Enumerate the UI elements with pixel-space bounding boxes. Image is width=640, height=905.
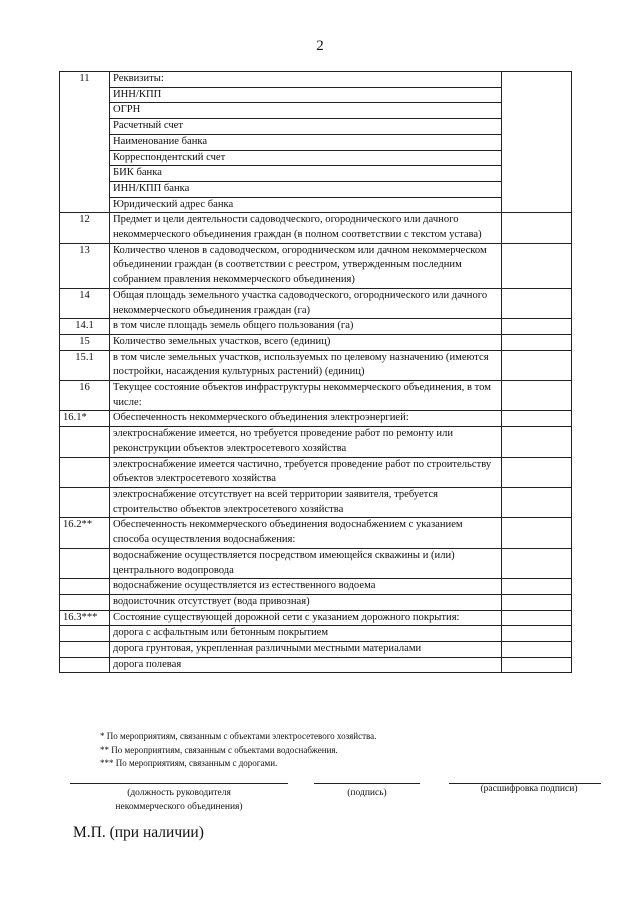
water-option: водоисточник отсутствует (вода привозная): [110, 594, 502, 610]
position-caption: [70, 786, 288, 814]
row-number: 16.3***: [60, 610, 110, 626]
value-cell: [502, 350, 572, 380]
requisite-item: ИНН/КПП банка: [110, 181, 502, 197]
water-option: водоснабжение осуществляется посредством имеющейся скважины и (или) центрального водопровода: [110, 548, 502, 578]
value-cell: [502, 610, 572, 626]
requisite-item: Наименование банка: [110, 134, 502, 150]
row-number: 16.1*: [60, 411, 110, 427]
water-option: водоснабжение осуществляется из естественного водоема: [110, 579, 502, 595]
table-row: [60, 642, 572, 658]
value-cell: [502, 243, 572, 288]
table-row: [60, 579, 572, 595]
row-number-empty: [60, 548, 110, 578]
value-cell: [502, 657, 572, 673]
position-caption-line1: (должность руководителя: [127, 788, 231, 798]
requisite-item: Расчетный счет: [110, 119, 502, 135]
table-row-14: [60, 288, 572, 318]
position-signature-line: [70, 783, 288, 784]
value-cell: [502, 334, 572, 350]
application-form-table: [59, 71, 572, 673]
row-number: 12: [60, 213, 110, 243]
footnote-water: ** По мероприятиям, связанным с объектами водоснабжения.: [100, 744, 338, 755]
row-number-empty: [60, 642, 110, 658]
electricity-option: электроснабжение отсутствует на всей территории заявителя, требуется строительство объектов электросетевого хозяйства: [110, 487, 502, 517]
value-cell: [502, 381, 572, 411]
decoding-caption: (расшифровка подписи): [480, 784, 578, 794]
footnote-roads: *** По мероприятиям, связанным с дорогами.: [100, 758, 278, 768]
footnotes: [100, 730, 376, 771]
table-row-16: [60, 381, 572, 411]
table-row: [60, 457, 572, 487]
requisites-title: Реквизиты:: [110, 72, 502, 88]
value-cell: [502, 213, 572, 243]
value-cell: [502, 457, 572, 487]
table-row-14-1: [60, 319, 572, 335]
table-row-16-3-title: [60, 610, 572, 626]
row-number: 16.2**: [60, 518, 110, 548]
table-row: [60, 427, 572, 457]
road-option: дорога с асфальтным или бетонным покрытием: [110, 626, 502, 642]
value-cell: [502, 548, 572, 578]
value-cell: [502, 642, 572, 658]
row-number-empty: [60, 427, 110, 457]
signature-caption: (подпись): [347, 788, 387, 798]
row-number-empty: [60, 594, 110, 610]
requisite-item: ИНН/КПП: [110, 87, 502, 103]
table-row-11-title: [60, 72, 572, 88]
electricity-option: электроснабжение имеется, но требуется проведение работ по ремонту или реконструкции объектов электросетевого хозяйства: [110, 427, 502, 457]
value-cell: [502, 626, 572, 642]
row-text: Количество земельных участков, всего (единиц): [110, 334, 502, 350]
table-row: [60, 657, 572, 673]
table-row: [60, 487, 572, 517]
value-cell: [502, 518, 572, 548]
row-number: 15.1: [60, 350, 110, 380]
value-cell: [502, 487, 572, 517]
table-row-16-1-title: [60, 411, 572, 427]
position-caption-line2: некоммерческого объединения): [115, 802, 243, 812]
row-number-empty: [60, 626, 110, 642]
table-row-16-2-title: [60, 518, 572, 548]
row-number-empty: [60, 579, 110, 595]
footnote-electricity: * По мероприятиям, связанным с объектами электросетевого хозяйства.: [100, 731, 377, 741]
table-row: [60, 119, 572, 135]
row-text: Предмет и цели деятельности садоводческого, огороднического или дачного некоммерческого объединения граждан (в полном соответствии с текстом устава): [110, 213, 502, 243]
table-row: [60, 181, 572, 197]
water-title: Обеспеченность некоммерческого объединения водоснабжением с указанием способа осуществления водоснабжения:: [110, 518, 502, 548]
electricity-title: Обеспеченность некоммерческого объединения электроэнергией:: [110, 411, 502, 427]
row-number: 16: [60, 381, 110, 411]
value-cell: [502, 411, 572, 427]
row-number: 11: [60, 72, 110, 213]
table-row: [60, 134, 572, 150]
value-cell: [502, 594, 572, 610]
road-option: дорога грунтовая, укрепленная различными местными материалами: [110, 642, 502, 658]
requisite-item: БИК банка: [110, 166, 502, 182]
row-text: Текущее состояние объектов инфраструктуры некоммерческого объединения, в том числе:: [110, 381, 502, 411]
row-number-empty: [60, 657, 110, 673]
requisite-item: Юридический адрес банка: [110, 197, 502, 213]
road-option: дорога полевая: [110, 657, 502, 673]
table-row: [60, 548, 572, 578]
table-row: [60, 626, 572, 642]
row-number: 14.1: [60, 319, 110, 335]
value-cell: [502, 579, 572, 595]
table-row: [60, 197, 572, 213]
row-number-empty: [60, 487, 110, 517]
row-number: 15: [60, 334, 110, 350]
table-row: [60, 87, 572, 103]
roads-title: Состояние существующей дорожной сети с указанием дорожного покрытия:: [110, 610, 502, 626]
table-row: [60, 594, 572, 610]
value-cell: [502, 427, 572, 457]
value-cell: [502, 72, 572, 213]
row-text: в том числе площадь земель общего пользования (га): [110, 319, 502, 335]
table-row: [60, 150, 572, 166]
signature-line: [314, 783, 420, 784]
value-cell: [502, 319, 572, 335]
table-row-12: [60, 213, 572, 243]
table-row-15: [60, 334, 572, 350]
value-cell: [502, 288, 572, 318]
table-row-15-1: [60, 350, 572, 380]
table-row: [60, 103, 572, 119]
requisite-item: Корреспондентский счет: [110, 150, 502, 166]
row-text: Общая площадь земельного участка садоводческого, огороднического или дачного некоммерческого объединения граждан (га): [110, 288, 502, 318]
table-row: [60, 166, 572, 182]
row-number: 13: [60, 243, 110, 288]
row-number-empty: [60, 457, 110, 487]
row-text: в том числе земельных участков, используемых по целевому назначению (имеются постройки, насаждения культурных растений) (единиц): [110, 350, 502, 380]
electricity-option: электроснабжение имеется частично, требуется проведение работ по строительству объектов электросетевого хозяйства: [110, 457, 502, 487]
requisite-item: ОГРН: [110, 103, 502, 119]
page-number: 2: [316, 38, 324, 54]
row-number: 14: [60, 288, 110, 318]
stamp-place: М.П. (при наличии): [73, 824, 204, 841]
table-row-13: [60, 243, 572, 288]
row-text: Количество членов в садоводческом, огородническом или дачном некоммерческом объединении граждан (в соответствии с реестром, утвержденным последним собранием правления некоммерческого объединения): [110, 243, 502, 288]
